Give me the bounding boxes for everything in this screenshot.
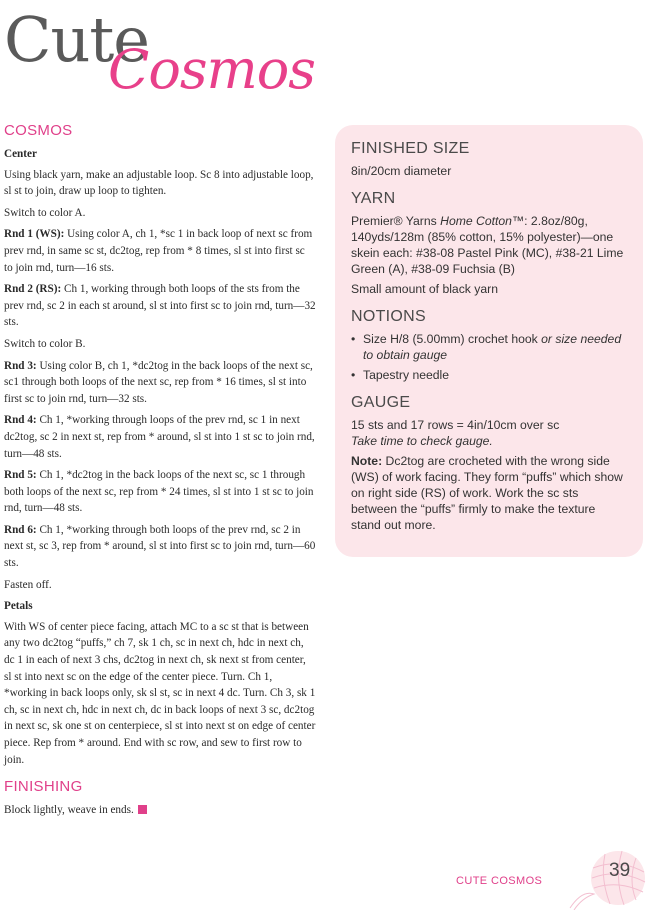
- gauge-heading: GAUGE: [351, 394, 411, 411]
- title-script-word: Cosmos: [108, 38, 315, 101]
- finishing-text: Block lightly, weave in ends.: [4, 804, 134, 817]
- gauge-note: [351, 453, 625, 533]
- yarn-heading: YARN: [351, 190, 396, 207]
- gauge-check: Take time to check gauge.: [351, 434, 493, 448]
- finishing-paragraph: [4, 802, 316, 819]
- note-text: Dc2tog are crocheted with the wrong side (WS) of work facing. They form “puffs” which show on right side (RS) of work. Work the sc sts between the “puffs” firmly to make the texture stand out more.: [351, 454, 623, 532]
- yarn-name: Home Cotton™: [440, 214, 525, 228]
- round-2-label: Rnd 2 (RS):: [4, 283, 62, 296]
- petals-heading: Petals: [4, 600, 33, 613]
- center-heading: Center: [4, 148, 37, 160]
- round-1-text: Using color A, ch 1, *sc 1 in back loop of next sc from prev rnd, in same sc st, dc2tog, rep from * 8 times, sl st into first sc to join rnd, turn—16 sts.: [4, 228, 313, 274]
- round-3-label: Rnd 3:: [4, 359, 37, 372]
- page-title: [4, 3, 315, 104]
- switch-color-b: Switch to color B.: [4, 337, 86, 350]
- round-5-text: Ch 1, *dc2tog in the back loops of the next sc, sc 1 through both loops of the next sc, rep from * 24 times, sl st into 1 st sc to join rnd, turn—48 sts.: [4, 469, 314, 515]
- note-label: Note:: [351, 454, 383, 468]
- title-main-word: Cute: [4, 3, 149, 76]
- pattern-column: [4, 122, 316, 824]
- round-2-text: Ch 1, working through both loops of the sts from the prev rnd, sc 2 in each st around, sl st into first sc to join rnd, turn—32 sts.: [4, 283, 316, 329]
- round-5-label: Rnd 5:: [4, 469, 37, 482]
- yarn-brand: Premier® Yarns: [351, 214, 441, 228]
- notion-hook-italic: or size needed to obtain gauge: [363, 332, 622, 362]
- petals-text: With WS of center piece facing, attach MC to a sc st that is between any two dc2tog “puffs,” ch 7, sk 1 ch, sc in next ch, hdc in next ch, dc 1 in each of next 3 chs, dc2tog in next ch, sk next st from center, sl st into next sc on the edge of the center piece. Turn. Ch 1, *working in back loops only, sk sl st, sc in next 4 dc. Turn. Ch 3, sk 1 ch, sc in next ch, hdc in next ch, dc in back loops of next 3 sc, dc2tog in next sc, sk one st on centerpiece, sl st into next st on edge of center piece. Rep from * around. End with sc row, and sew to first row to join.: [4, 620, 316, 766]
- cosmos-heading: COSMOS: [4, 122, 73, 139]
- round-2: [4, 281, 316, 331]
- round-4: [4, 412, 316, 462]
- round-3-text: Using color B, ch 1, *dc2tog in the back loops of the next sc, sc1 through both loops of the next sc, rep from * 16 times, sl st into first sc to join rnd, turn—32 sts.: [4, 359, 313, 405]
- finished-size-heading: FINISHED SIZE: [351, 140, 470, 157]
- notion-needle: • Tapestry needle: [351, 367, 625, 383]
- yarn-text: [351, 213, 625, 277]
- round-6-label: Rnd 6:: [4, 523, 37, 536]
- yarn-extra: Small amount of black yarn: [351, 282, 498, 296]
- round-5: [4, 467, 316, 517]
- yarn-details: : 2.8oz/80g, 140yds/128m (85% cotton, 15% polyester)—one skein each: #38-08 Pastel Pink (MC), #38-21 Lime Green (A), #38-09 Fuchsia (B): [351, 214, 624, 276]
- gauge-text: 15 sts and 17 rows = 4in/10cm over sc: [351, 418, 560, 432]
- round-4-text: Ch 1, *working through loops of the prev rnd, sc 1 in next dc2tog, sc 2 in next st, rep from * around, sl st into 1 st sc to join rnd, turn—48 sts.: [4, 414, 315, 460]
- round-1: [4, 226, 316, 276]
- round-6-text: Ch 1, *working through both loops of the prev rnd, sc 2 in next st, sc 3, rep from * around, sl st into first sc to join rnd, turn—60 sts.: [4, 523, 316, 570]
- finishing-heading: FINISHING: [4, 778, 83, 796]
- center-intro: Using black yarn, make an adjustable loop. Sc 8 into adjustable loop, sl st to join, draw up loop to tighten.: [4, 168, 314, 198]
- notion-hook-text: Size H/8 (5.00mm) crochet hook: [363, 332, 542, 346]
- notion-hook: [351, 331, 625, 363]
- fasten-off: Fasten off.: [4, 578, 52, 591]
- round-4-label: Rnd 4:: [4, 414, 37, 427]
- round-3: [4, 358, 316, 408]
- round-1-label: Rnd 1 (WS):: [4, 228, 65, 241]
- materials-sidebar: [335, 125, 643, 557]
- notions-heading: NOTIONS: [351, 308, 426, 325]
- pink-square-icon: [138, 805, 147, 814]
- page-number: 39: [609, 860, 631, 881]
- yarn-ball-icon: [560, 838, 650, 910]
- finished-size-text: 8in/20cm diameter: [351, 164, 452, 178]
- switch-color-a: Switch to color A.: [4, 206, 86, 219]
- footer-label: CUTE COSMOS: [456, 875, 543, 887]
- round-6: [4, 522, 316, 572]
